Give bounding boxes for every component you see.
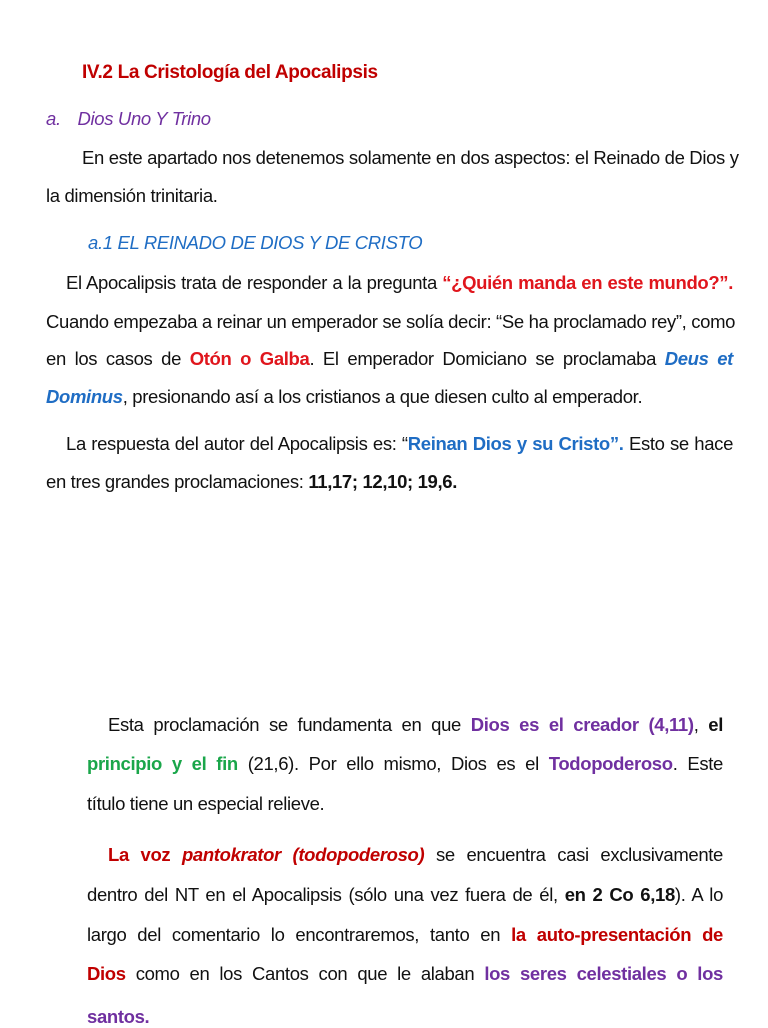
paragraph-4-line-1: Esta proclamación se fundamenta en que Dios es el creador (4,11), el [108, 714, 723, 735]
paragraph-1-line-1: En este apartado nos detenemos solamente en dos aspectos: el Reinado de Dios y [82, 147, 739, 168]
subsection-a-heading [46, 108, 211, 130]
paragraph-3-line-1: La respuesta del autor del Apocalipsis es: “Reinan Dios y su Cristo”. Esto se hace [66, 433, 734, 454]
paragraph-2-line-1: El Apocalipsis trata de responder a la pregunta “¿Quién manda en este mundo?”. [66, 272, 733, 293]
celestial-beings-highlight: los seres celestiales o los [484, 963, 723, 984]
paragraph-5-line-5: santos. [87, 1006, 150, 1027]
self-presentation-highlight: la auto-presentación de [511, 924, 723, 945]
paragraph-5-line-2: dentro del NT en el Apocalipsis (sólo una vez fuera de él, en 2 Co 6,18). A lo [87, 884, 724, 905]
paragraph-3-line-2: en tres grandes proclamaciones: 11,17; 12,10; 19,6. [46, 471, 458, 492]
subsection-a-marker: a. [46, 108, 61, 129]
paragraph-2-line-4: Dominus, presionando así a los cristianos a que diesen culto al emperador. [46, 386, 643, 407]
dominus-highlight: Dominus [46, 386, 123, 407]
creator-highlight: Dios es el creador (4,11) [470, 714, 694, 735]
pantokrator-highlight: pantokrator (todopoderoso) [181, 844, 425, 865]
question-highlight: “¿Quién manda en este mundo?”. [442, 272, 733, 293]
reinan-highlight: Reinan Dios y su Cristo”. [407, 433, 624, 454]
paragraph-4-line-2: principio y el fin (21,6). Por ello mismo, Dios es el Todopoderoso. Este [87, 753, 723, 774]
dios-highlight: Dios [87, 963, 126, 984]
paragraph-5-line-3: largo del comentario lo encontraremos, tanto en la auto-presentación de [87, 924, 723, 945]
emperors-highlight: Otón o Galba [189, 348, 310, 369]
principle-end-highlight: principio y el fin [87, 753, 238, 774]
deus-et-highlight: Deus et [664, 348, 733, 369]
paragraph-2-line-2: Cuando empezaba a reinar un emperador se solía decir: “Se ha proclamado rey”, como [46, 311, 736, 332]
paragraph-5-line-1: La voz pantokrator (todopoderoso) se encuentra casi exclusivamente [108, 844, 723, 865]
subsection-a-title: Dios Uno Y Trino [77, 108, 211, 129]
corinthians-reference: en 2 Co 6,18 [564, 884, 675, 905]
verse-references: 11,17; 12,10; 19,6. [308, 471, 458, 492]
paragraph-4-line-3: título tiene un especial relieve. [87, 793, 325, 814]
paragraph-5-line-4: Dios como en los Cantos con que le alaban los seres celestiales o los [87, 963, 723, 984]
almighty-highlight: Todopoderoso [548, 753, 673, 774]
subsection-a1-heading: a.1 EL REINADO DE DIOS Y DE CRISTO [88, 232, 423, 253]
paragraph-2-line-3: en los casos de Otón o Galba. El emperador Domiciano se proclamaba Deus et [46, 348, 733, 369]
section-title: IV.2 La Cristología del Apocalipsis [82, 62, 378, 83]
paragraph-1-line-2: la dimensión trinitaria. [46, 185, 218, 206]
